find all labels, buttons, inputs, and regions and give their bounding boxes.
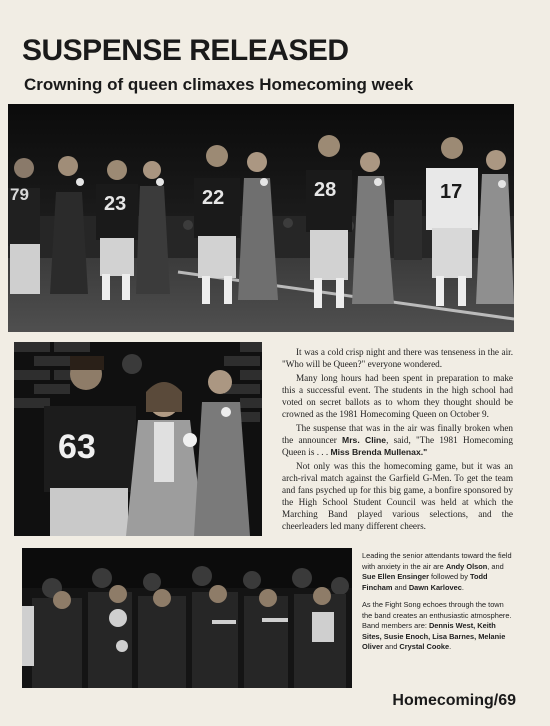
announcer-name: Mrs. Cline xyxy=(342,435,387,445)
jersey-number: 63 xyxy=(58,428,96,466)
article-paragraph: The suspense that was in the air was finally broken when the announcer Mrs. Cline, said, "The 1981 Homecoming Queen is . . . Miss Brenda Mullenax." xyxy=(282,423,513,457)
caption-band: As the Fight Song echoes through the town the band creates an enthusiastic atmosphere. Band members are: Dennis West, Keith Sites, Susie Enoch, Lisa Barnes, Melanie Oliver and Crystal Cooke. xyxy=(362,600,512,651)
article-paragraph: Many long hours had been spent in preparation to make this a successful event. The students in the high school had voted on secret ballots as to whom they thought should be crowned as the 1981 Homecoming Queen on October 9. xyxy=(282,373,513,419)
article-body xyxy=(282,346,513,534)
page-subheadline: Crowning of queen climaxes Homecoming week xyxy=(24,75,414,94)
page-headline: SUSPENSE RELEASED xyxy=(22,34,349,67)
article-paragraph: It was a cold crisp night and there was tenseness in the air. "Who will be Queen?" everyone wondered. xyxy=(282,347,513,369)
caption-court: Leading the senior attendants toward the field with anxiety in the air are Andy Olson, and Sue Ellen Ensinger followed by Todd Fincham and Dawn Karlovec. xyxy=(362,551,512,592)
jersey-number: 17 xyxy=(440,181,463,203)
jersey-number: 79 xyxy=(10,185,29,204)
article-paragraph: Not only was this the homecoming game, but it was an arch-rival match against the Garfield G-Men. To get the team and fans psyched up for this big game, a bonfire sponsored by the High School Student Council was held at which the Marching Band played various selections, and the cheerleaders led many different cheers. xyxy=(282,461,513,531)
jersey-number: 22 xyxy=(202,187,225,209)
homecoming-court-photo xyxy=(8,104,514,332)
queen-name: Miss Brenda Mullenax." xyxy=(330,447,428,457)
queen-and-escort-photo xyxy=(14,342,262,536)
page-folio: Homecoming/69 xyxy=(392,692,516,709)
marching-band-photo xyxy=(22,548,352,688)
jersey-number: 23 xyxy=(104,193,127,215)
jersey-number: 28 xyxy=(314,179,337,201)
photo-captions xyxy=(362,551,512,660)
